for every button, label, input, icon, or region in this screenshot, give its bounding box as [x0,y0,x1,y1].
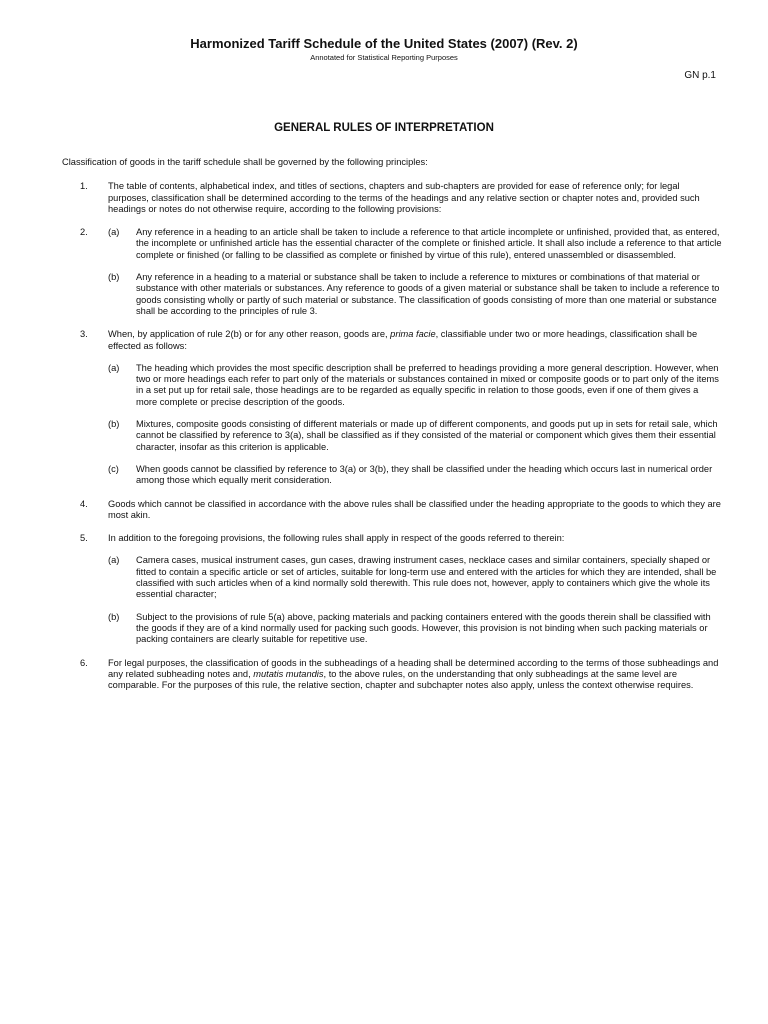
rule-2b [108,272,722,317]
rule-5b [108,612,722,646]
document-subtitle: Annotated for Statistical Reporting Purposes [310,53,458,62]
sub-label: (c) [108,463,119,474]
page-reference: GN p.1 [684,70,716,81]
sub-label: (b) [108,419,120,430]
rule-text: Goods which cannot be classified in accordance with the above rules shall be classified under the heading appropriate to the goods to which they are most akin. [108,498,721,520]
sub-text: Mixtures, composite goods consisting of different materials or made up of different components, and goods put up in sets for retail sale, which cannot be classified by reference to 3(a), shall be classified as if they consisted of the material or component which gives them their essential character, insofar as this criterion is applicable. [136,419,718,452]
sub-text: Any reference in a heading to an article shall be taken to include a reference to that article incomplete or unfinished, provided that, as entered, the incomplete or unfinished article has the essential character of the complete or finished article. It shall also include a reference to that article complete or finished (or falling to be classified as complete or finished by virtue of this rule), entered unassembled or disassembled. [136,227,722,260]
rule-2a [108,227,722,261]
rule-text-part: , classifiable under two or more headings, classification shall be effected as follows: [108,329,698,351]
rule-3 [62,329,722,486]
sub-label: (a) [108,362,120,373]
sub-text: When goods cannot be classified by reference to 3(a) or 3(b), they shall be classified under the heading which occurs last in numerical order among those which equally merit consideration. [136,463,713,486]
rule-6 [62,658,722,692]
intro-paragraph: Classification of goods in the tariff schedule shall be governed by the following principles: [62,157,428,167]
section-heading: GENERAL RULES OF INTERPRETATION [274,122,494,134]
sub-label: (a) [108,555,120,566]
rule-3a [108,363,722,408]
sub-label: (b) [108,272,120,283]
rule-text: The table of contents, alphabetical index, and titles of sections, chapters and sub-chapters are provided for ease of reference only; for legal purposes, classification shall be determined according to the terms of the headings and any relative section or chapter notes and, provided such headings or notes do not otherwise require, according to the following provisions: [108,181,700,214]
rule-text-part: When, by application of rule 2(b) or for any other reason, goods are, [108,329,391,340]
rule-3b [108,419,722,453]
rule-number: 5. [80,533,88,544]
rule-number: 2. [80,227,88,238]
sub-text: Camera cases, musical instrument cases, gun cases, drawing instrument cases, necklace cases and similar containers, specially shaped or fitted to contain a specific article or set of articles, suitable for long-term use and entered with the articles for which they are intended, shall be classified with such articles when of a kind normally sold therewith. This rule does not, however, apply to containers which give the whole its essential character; [136,555,717,600]
rule-3c [108,464,722,487]
rule-5 [62,533,722,645]
rule-2 [62,227,722,317]
sub-text: Subject to the provisions of rule 5(a) above, packing materials and packing containers entered with the goods therein shall be classified with the goods if they are of a kind normally used for packing such goods. However, this provision is not binding when such packing materials or packing containers are clearly suitable for repetitive use. [136,611,711,645]
sub-text: Any reference in a heading to a material or substance shall be taken to include a reference to mixtures or combinations of that material or substance with other materials or substances. Any reference to goods of a given material or substance shall be taken to include a reference to goods consisting wholly or partly of such material or substance. The classification of goods consisting of more than one material or substance shall be according to the principles of rule 3. [136,272,720,316]
rule-text-part: , to the above rules, on the understanding that only subheadings at the same level are comparable. For the purposes of this rule, the relative section, chapter and subchapter notes also apply, unless the context otherwise requires. [108,668,694,691]
rule-number: 3. [80,329,88,340]
rule-5a [108,555,722,600]
rule-text: In addition to the foregoing provisions, the following rules shall apply in respect of the goods referred to therein: [108,533,565,544]
sub-label: (a) [108,227,120,238]
rule-text-part: For legal purposes, the classification of goods in the subheadings of a heading shall be determined according to the terms of those subheadings and any related subheading notes and, [108,657,719,679]
rule-text-italic: mutatis mutandis [253,668,324,679]
rules-body [62,157,722,703]
sub-text: The heading which provides the most specific description shall be preferred to headings providing a more general description. However, when two or more headings each refer to part only of the materials or substances contained in mixed or composite goods or to part only of the items in a set put up for retail sale, those headings are to be regarded as equally specific in relation to those goods, even if one of them gives a more complete or precise description of the goods. [136,362,719,407]
rule-text [108,329,722,352]
rule-text [108,658,722,692]
sub-label: (b) [108,611,120,622]
rule-number: 6. [80,657,88,668]
rule-number: 1. [80,181,88,192]
rule-1 [62,181,722,215]
rule-text-italic: prima facie [390,329,436,340]
rule-4 [62,499,722,522]
document-title: Harmonized Tariff Schedule of the United States (2007) (Rev. 2) [190,36,578,51]
rule-number: 4. [80,498,88,509]
